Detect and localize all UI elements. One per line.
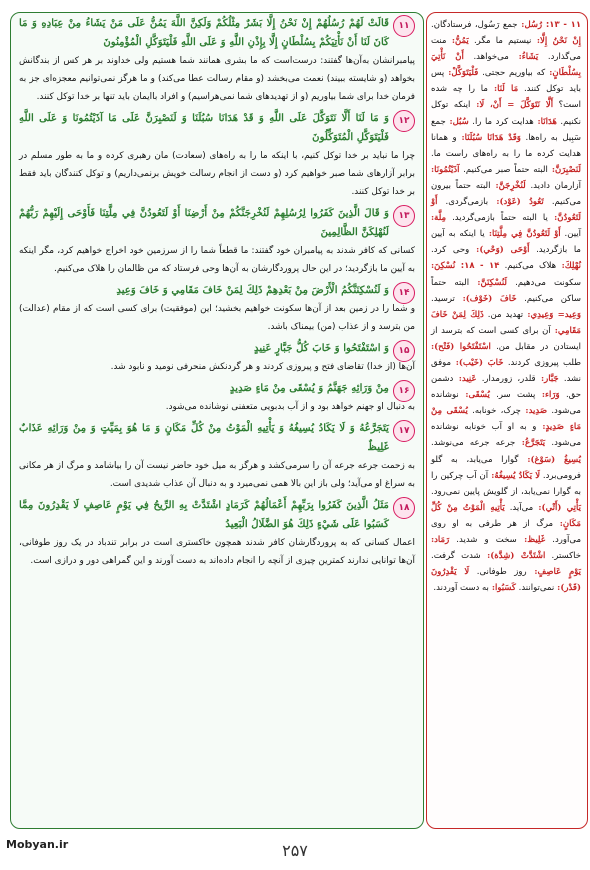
vocab-gloss: پس باید توکل کنند. [431, 68, 581, 95]
vocab-gloss: شدت گرفت. [431, 551, 481, 562]
vocab-term: يَوْمٍ عَاصِفٍ: [526, 567, 581, 578]
vocab-term: لَنَصْبِرَنَّ: [547, 164, 581, 175]
vocabulary-text [427, 13, 587, 596]
vocab-term: أَلَّا نَتَوَكَّلَ = أَنْ، لَا: [470, 100, 554, 111]
vocab-term: لَا يَكَادُ يُسِيغُهُ: [488, 470, 541, 481]
verse-arabic [19, 281, 415, 300]
verse-translation: کسانی که کافر شدند به پیامبران خود گفتند: ما قطعاً شما را از سرزمین خود اخراج خواهیم کرد، مگر اینکه به آیین ما بازگردید؛ در این حال پروردگارشان به آن‌ها وحی فرستاد که من ظالمان را هلاک می‌کنیم. [19, 246, 415, 274]
verse-arabic-text: وَ لَنُسْكِنَنَّكُمُ الْأَرْضَ مِنْ بَعْدِهِمْ ذَلِكَ لِمَنْ خَافَ مَقَامِي وَ خَافَ وَعِيدِ [116, 284, 389, 296]
verse-number-badge: ۱۴ [393, 282, 415, 304]
vocab-gloss: یا اینکه به آیین ما بازگردید. [431, 229, 581, 256]
vocab-gloss: پشت سر. [489, 390, 536, 401]
vocab-gloss: دشمن حق. [431, 374, 582, 401]
vocab-gloss: طلب پیروزی کردند. [503, 357, 581, 368]
vocab-term: لَنُخْرِجَنَّ: [490, 180, 526, 191]
vocab-term: خَافَ (خَوْف): [454, 293, 517, 304]
site-watermark: Mobyan.ir [6, 838, 69, 851]
vocab-gloss: که بیاوریم حجتی. [478, 68, 546, 79]
verse-number-badge: ۱۳ [393, 205, 415, 227]
vocab-term: يَمُنُّ: [446, 36, 469, 47]
verse-translation: به زحمت جرعه جرعه آن را سرمی‌کشد و هرگز به میل خود حاضر نیست آن را بیاشامد و مرگ از هر مکانی به سراغ او می‌آید؛ ولی باز این بالا همی نمی‌میرد و به دنبال آن عذاب شدیدی است. [19, 461, 415, 489]
vocab-gloss: نمی‌توانند. [515, 583, 555, 594]
vocab-gloss: جمع سَبِيل به راه‌ها. [431, 116, 582, 143]
vocab-term: خَابَ (خَيْب): [451, 357, 504, 368]
verse-arabic [19, 379, 415, 398]
vocab-gloss: آن آب چرکین را به گوارا نمی‌یابد، از گلویش پایین نمی‌رود. [431, 470, 581, 497]
verse-translation: چرا ما نباید بر خدا توکل کنیم، با اینکه ما را به راه‌های (سعادت) مان رهبری کرده و ما به طور مسلم در برابر آزارهای شما صبر خواهیم کرد (و دست از انجام رسالت خویش برنمی‌داریم) و توکل کنندگان باید فقط بر خدا توکل کنند. [19, 151, 415, 197]
vocab-term: يَشَاءُ: [508, 52, 539, 63]
vocab-term: آذَيْتُمُونَا: [431, 164, 460, 175]
verse-block [11, 13, 423, 106]
vocab-gloss: نیستیم ما مگر. [468, 36, 532, 47]
verse-translation: به دنبال او جهنم خواهد بود و از آب بدبویی متعفنی نوشانده می‌شود. [165, 402, 415, 412]
vocab-gloss: سکونت می‌دهیم. [507, 277, 581, 288]
verse-arabic-text: يَتَجَرَّعُهُ وَ لَا يَكَادُ يُسِيغُهُ وَ يَأْتِيهِ الْمَوْتُ مِنْ كُلِّ مَكَانٍ وَ مَا هُوَ بِمَيِّتٍ وَ مِنْ وَرَائِهِ عَذَابٌ غَلِيظٌ [19, 422, 389, 453]
verse-number-badge: ۱۵ [393, 340, 415, 362]
verse-number-badge: ۱۸ [393, 497, 415, 519]
verse-block [11, 338, 423, 376]
verse-block [11, 280, 423, 336]
vocab-term: فَلْيَتَوَكَّلْ: [444, 68, 479, 79]
vocab-term: أَنْ نَأْتِيَ بِسُلْطَانٍ: [431, 52, 581, 79]
vocab-gloss: می‌آید. [504, 502, 534, 513]
vocab-term: يُسْقَى مِنْ مَاءٍ صَدِيدٍ: [431, 406, 582, 433]
vocab-term: وَقَدْ هَدَانَا سُبُلَنَا: [456, 132, 521, 143]
vocabulary-column [426, 12, 588, 829]
vocab-gloss: جرعه جرعه می‌نوشد. [431, 438, 516, 449]
vocab-term: جَبَّار: [535, 374, 559, 385]
verse-arabic [19, 14, 415, 52]
vocab-term: وَعِيد= وَعِيدِي: [523, 309, 581, 320]
vocab-gloss: روز طوفانی. [469, 567, 527, 578]
vocab-gloss: سخت و شدید. [449, 535, 517, 545]
vocab-term: يُسِيغُ (سَوْغ): [518, 454, 581, 465]
vocab-term: مِلَّة: [431, 213, 447, 224]
vocab-term: تَعُودُ (عَوْد): [488, 197, 544, 208]
vocab-term: إِنْ نَحْنُ إِلَّا: [531, 36, 581, 47]
vocab-term: أَوْ لَتَعُودُنَّ: [431, 197, 581, 224]
page-number: ۲۵۷ [282, 841, 308, 860]
vocab-range-heading: ۱۴ - ۱۸: [455, 261, 500, 272]
vocab-gloss: آن برای کسی است که بترسد از ایستادن در مقابل من. [431, 325, 581, 352]
vocab-gloss: آیین. [560, 229, 581, 240]
verse-block [11, 378, 423, 416]
verse-translation: پیامبرانشان به‌آن‌ها گفتند: درست‌است که ما بشری همانند شما هستیم ولی خداوند بر هر کس از بندگانش بخواهد (و شایسته ببیند) نعمت می‌بخشد (و مقام رسالت عطا می‌کند) و ما هرگز نمی‌توانیم معجزه‌ای جز به فرمان خدا برای شما بیاوریم (و از تهدیدهای شما نمی‌هراسیم) و افراد باایمان باید تنها بر خدا توکل کنند. [19, 56, 415, 102]
verse-number-badge: ۱۲ [393, 110, 415, 132]
vocab-gloss: اینکه توکل نکنیم. [431, 100, 581, 127]
vocab-gloss: البته حتماً ساکن می‌کنیم. [431, 277, 581, 304]
vocab-gloss: یا البته حتماً بازمی‌گردید. [446, 213, 548, 224]
vocab-gloss: جمع رَسُول، فرستادگان. [431, 20, 518, 30]
vocab-gloss: به دست آوردند. [433, 583, 489, 594]
vocab-gloss: مرگ از هر طرفی به او روی می‌آورد. [431, 518, 581, 545]
vocab-term: صَدِيد: [520, 406, 548, 417]
vocab-term: أَوْ لَتَعُودُنَّ فِي مِلَّتِنَا: [484, 229, 561, 240]
vocab-gloss: البته حتماً صبر می‌کنیم. [459, 164, 548, 175]
verse-number-badge: ۱۱ [393, 15, 415, 37]
verse-arabic [19, 496, 415, 534]
verse-number-badge: ۱۶ [393, 380, 415, 402]
vocab-term: سُبُل: [445, 116, 469, 127]
verses-column [10, 12, 424, 829]
vocab-term: رَمَاد: [431, 535, 450, 545]
verse-arabic [19, 419, 415, 457]
vocab-term: هَدَانَا: [533, 116, 557, 127]
vocab-term: اشْتَدَّتْ (شِدَّة): [480, 551, 546, 562]
vocab-gloss: و همانا هدایت کرده ما را به راه‌های راست ما. [431, 132, 581, 159]
verse-block [11, 203, 423, 278]
vocab-gloss: می‌خواهد. [463, 52, 509, 63]
verse-block [11, 495, 423, 570]
verse-block [11, 418, 423, 493]
vocab-term: اسْتَفْتَحُوا (فَتْح): [431, 341, 491, 352]
vocab-gloss: نوشانده می‌شود. [431, 390, 581, 417]
verse-arabic [19, 339, 415, 358]
vocab-gloss: موفق نشد. [431, 357, 581, 385]
verse-arabic-text: وَ اسْتَفْتَحُوا وَ خَابَ كُلُّ جَبَّارٍ عَنِيدٍ [254, 342, 389, 354]
vocab-term: يُسْقَى: [458, 390, 490, 401]
verse-arabic [19, 204, 415, 242]
vocab-gloss: قلدر، زورمدار. [476, 374, 536, 385]
vocab-gloss: چرک، خونابه. [467, 406, 521, 417]
vocab-term: نُهْلِكَ: [556, 261, 582, 272]
vocab-term: رُسُل: [517, 20, 543, 30]
vocab-gloss: وحی کرد. [431, 245, 470, 256]
verse-arabic-text: قَالَتْ لَهُمْ رُسُلُهُمْ إِنْ نَحْنُ إِلَّا بَشَرٌ مِثْلُكُمْ وَلَكِنَّ اللَّهَ يَمُنُّ عَلَى مَنْ يَشَاءُ مِنْ عِبَادِهِ وَ مَا كَانَ لَنَا أَنْ نَأْتِيَكُمْ بِسُلْطَانٍ إِلَّا بِإِذْنِ اللَّهِ وَ عَلَى اللَّهِ فَلْيَتَوَكَّلِ الْمُؤْمِنُونَ [19, 17, 389, 48]
vocab-gloss: هدایت کرد ما را. [468, 116, 534, 127]
vocab-term: وَرَاء: [535, 390, 560, 401]
vocab-term: لَنُسْكِنَنَّ: [469, 277, 508, 288]
vocab-gloss: منت می‌گذارد. [431, 36, 581, 63]
vocab-gloss: گوارا می‌یابد، به گلو فرومی‌برد. [431, 454, 581, 481]
verse-translation: آن‌ها (از خدا) تقاضای فتح و پیروزی کردند و هر گردنکش منحرفی نومید و نابود شد. [110, 362, 415, 372]
vocab-gloss: ترسید. [431, 293, 455, 304]
verse-arabic [19, 109, 415, 147]
vocab-range-heading: ۱۱ - ۱۳: [542, 20, 582, 30]
verse-number-badge: ۱۷ [393, 420, 415, 442]
vocab-gloss: ما را چه شده است؟ [431, 84, 581, 111]
verse-arabic-text: وَ قَالَ الَّذِينَ كَفَرُوا لِرُسُلِهِمْ لَنُخْرِجَنَّكُمْ مِنْ أَرْضِنَا أَوْ لَتَعُودُنَّ فِي مِلَّتِنَا فَأَوْحَى إِلَيْهِمْ رَبُّهُمْ لَنُهْلِكَنَّ الظَّالِمِينَ [19, 207, 389, 238]
vocab-term: غَلِيظ: [516, 535, 546, 545]
vocab-term: نُسْكِنَ: [431, 261, 456, 272]
vocab-term: يَأْتِيهِ الْمَوْتُ مِنْ كُلِّ مَكَانٍ: [431, 502, 581, 529]
vocab-term: يَتَجَرَّعُ: [515, 438, 546, 449]
vocab-gloss: تهدید من. [483, 309, 524, 320]
verse-translation: و شما را در زمین بعد از آن‌ها سکونت خواهیم بخشید؛ این (موفقیت) برای کسی است که از مقام (عدالت) من بترسد و از عذاب (من) بیمناک باشد. [19, 304, 415, 332]
vocab-gloss: آزارمان دادید. [525, 180, 581, 191]
vocab-term: ذَلِكَ لِمَنْ خَافَ مَقَامِي: [431, 309, 581, 336]
verse-arabic-text: وَ مَا لَنَا أَلَّا نَتَوَكَّلَ عَلَى اللَّهِ وَ قَدْ هَدَانَا سُبُلَنَا وَ لَنَصْبِرَنَّ عَلَى مَا آذَيْتُمُونَا وَ عَلَى اللَّهِ فَلْيَتَوَكَّلِ الْمُتَوَكِّلُونَ [19, 112, 389, 143]
vocab-term: مَا لَنَا: [487, 84, 519, 95]
verse-block [11, 108, 423, 201]
verse-arabic-text: مَثَلُ الَّذِينَ كَفَرُوا بِرَبِّهِمْ أَعْمَالُهُمْ كَرَمَادٍ اشْتَدَّتْ بِهِ الرِّيحُ فِي يَوْمٍ عَاصِفٍ لَا يَقْدِرُونَ مِمَّا كَسَبُوا عَلَى شَيْءٍ ذَلِكَ هُوَ الضَّلَالُ الْبَعِيدُ [19, 499, 389, 530]
vocab-term: كَسَبُوا: [488, 583, 516, 594]
vocab-term: أَوْحَى (وَحْي): [469, 245, 530, 256]
vocab-gloss: بازمی‌گردی. [437, 197, 489, 208]
verse-translation: اعمال کسانی که به پروردگارشان کافر شدند همچون خاکستری است در برابر تندباد در یک روز طوفانی، آن‌ها توانایی ندارند کمترین چیزی از آنچه را انجام داده‌اند به دست آورند و این گمراهی دور و درازی است. [19, 538, 415, 566]
vocab-term: عَنِيد: [453, 374, 477, 385]
vocab-gloss: البته حتماً بیرون می‌کنیم. [431, 180, 581, 208]
vocab-gloss: خاکستر. [545, 551, 581, 562]
vocab-term: يَأْتِي (أَتْي): [533, 502, 581, 513]
page-frame [4, 4, 586, 828]
vocab-gloss: هلاک می‌کنیم. [499, 261, 557, 272]
vocab-gloss: و به او آب خونابه نوشانده می‌شود. [431, 422, 581, 449]
vocab-term: لَا يَقْدِرُونَ (قَدْر): [431, 567, 581, 594]
verse-arabic-text: مِنْ وَرَائِهِ جَهَنَّمُ وَ يُسْقَى مِنْ مَاءٍ صَدِيدٍ [229, 382, 389, 394]
